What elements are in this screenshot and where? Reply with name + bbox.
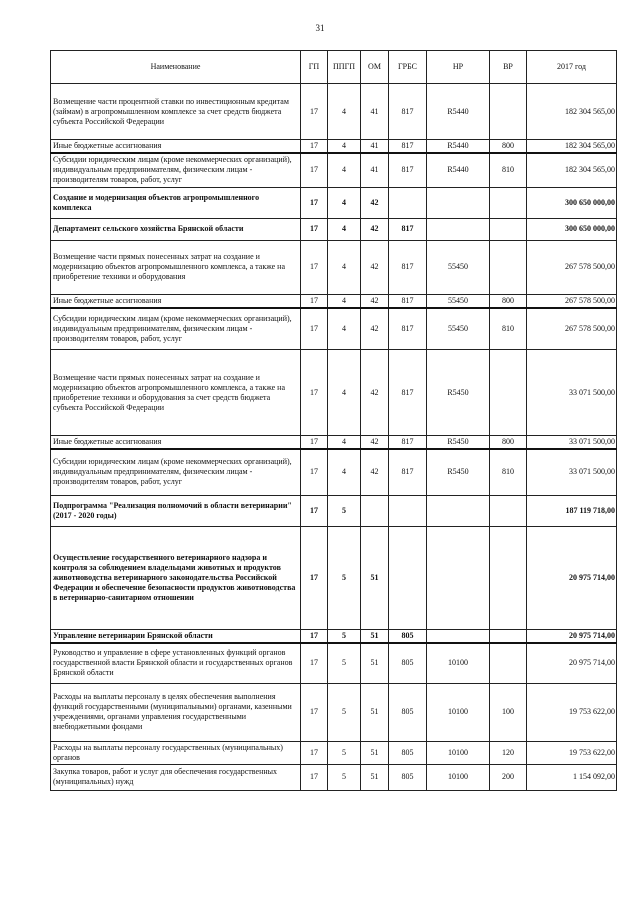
cell-vr: 800 (490, 436, 527, 450)
table-row (51, 741, 617, 764)
cell-amount: 1 154 092,00 (527, 764, 617, 790)
cell-amount: 300 650 000,00 (527, 187, 617, 218)
cell-name: Субсидии юридическим лицам (кроме некоммерческих организаций), индивидуальным предпринимателям, физическим лицам - производителям товаров, работ, услуг (51, 308, 301, 350)
cell-amount: 19 753 622,00 (527, 741, 617, 764)
cell-grbs: 805 (389, 764, 427, 790)
cell-vr (490, 240, 527, 294)
table-row (51, 140, 617, 154)
cell-om: 51 (361, 526, 389, 629)
table-row (51, 187, 617, 218)
cell-ppgp: 4 (328, 294, 361, 308)
cell-grbs (389, 187, 427, 218)
cell-gp: 17 (301, 526, 328, 629)
cell-nr (427, 629, 490, 643)
cell-amount: 267 578 500,00 (527, 240, 617, 294)
cell-ppgp: 4 (328, 436, 361, 450)
cell-nr: 55450 (427, 308, 490, 350)
cell-grbs: 805 (389, 643, 427, 683)
cell-nr: R5450 (427, 350, 490, 436)
cell-om: 42 (361, 350, 389, 436)
table-row (51, 764, 617, 790)
header-year: 2017 год (527, 51, 617, 84)
cell-name: Подпрограмма "Реализация полномочий в области ветеринарии" (2017 - 2020 годы) (51, 495, 301, 526)
table-row (51, 495, 617, 526)
cell-om: 41 (361, 140, 389, 154)
cell-name: Расходы на выплаты персоналу государственных (муниципальных) органов (51, 741, 301, 764)
cell-nr: R5450 (427, 436, 490, 450)
cell-name: Иные бюджетные ассигнования (51, 436, 301, 450)
cell-name: Создание и модернизация объектов агропромышленного комплекса (51, 187, 301, 218)
cell-gp: 17 (301, 643, 328, 683)
cell-gp: 17 (301, 683, 328, 741)
page-number: 31 (315, 23, 325, 33)
cell-amount: 33 071 500,00 (527, 449, 617, 495)
cell-om: 51 (361, 643, 389, 683)
table-row (51, 526, 617, 629)
cell-nr (427, 187, 490, 218)
cell-vr (490, 629, 527, 643)
cell-nr (427, 526, 490, 629)
cell-gp: 17 (301, 741, 328, 764)
table-row (51, 350, 617, 436)
cell-om (361, 495, 389, 526)
table-row (51, 308, 617, 350)
table-row (51, 153, 617, 187)
cell-om: 51 (361, 683, 389, 741)
cell-nr: R5440 (427, 153, 490, 187)
cell-ppgp: 5 (328, 629, 361, 643)
cell-gp: 17 (301, 187, 328, 218)
cell-amount: 33 071 500,00 (527, 350, 617, 436)
cell-ppgp: 5 (328, 683, 361, 741)
cell-grbs: 817 (389, 84, 427, 140)
cell-grbs: 817 (389, 153, 427, 187)
cell-gp: 17 (301, 153, 328, 187)
header-vr: ВР (490, 51, 527, 84)
cell-grbs: 817 (389, 350, 427, 436)
cell-grbs: 817 (389, 140, 427, 154)
cell-gp: 17 (301, 308, 328, 350)
cell-grbs: 817 (389, 436, 427, 450)
cell-name: Расходы на выплаты персоналу в целях обеспечения выполнения функций государственными (муниципальными) органами, казенными учреждениями, органами управления государственными внебюджетными фондами (51, 683, 301, 741)
table-row (51, 629, 617, 643)
cell-gp: 17 (301, 764, 328, 790)
cell-amount: 20 975 714,00 (527, 629, 617, 643)
header-om: ОМ (361, 51, 389, 84)
header-nr: НР (427, 51, 490, 84)
cell-name: Иные бюджетные ассигнования (51, 294, 301, 308)
table-body (51, 84, 617, 791)
cell-gp: 17 (301, 294, 328, 308)
cell-vr (490, 643, 527, 683)
cell-name: Возмещение части процентной ставки по инвестиционным кредитам (займам) в агропромышленном комплексе за счет средств бюджета субъекта Российской Федерации (51, 84, 301, 140)
cell-amount: 20 975 714,00 (527, 526, 617, 629)
cell-gp: 17 (301, 140, 328, 154)
cell-ppgp: 5 (328, 526, 361, 629)
cell-amount: 182 304 565,00 (527, 140, 617, 154)
cell-om: 42 (361, 218, 389, 240)
table-row (51, 294, 617, 308)
cell-om: 51 (361, 764, 389, 790)
table-row (51, 436, 617, 450)
cell-amount: 187 119 718,00 (527, 495, 617, 526)
cell-nr: R5440 (427, 84, 490, 140)
cell-vr (490, 526, 527, 629)
cell-name: Закупка товаров, работ и услуг для обеспечения государственных (муниципальных) нужд (51, 764, 301, 790)
cell-om: 42 (361, 294, 389, 308)
cell-vr (490, 187, 527, 218)
cell-amount: 182 304 565,00 (527, 153, 617, 187)
cell-vr: 810 (490, 153, 527, 187)
cell-om: 51 (361, 629, 389, 643)
cell-ppgp: 5 (328, 495, 361, 526)
cell-vr: 800 (490, 140, 527, 154)
cell-vr: 800 (490, 294, 527, 308)
cell-name: Иные бюджетные ассигнования (51, 140, 301, 154)
header-grbs: ГРБС (389, 51, 427, 84)
cell-ppgp: 4 (328, 187, 361, 218)
cell-grbs (389, 526, 427, 629)
cell-om: 41 (361, 153, 389, 187)
budget-table (50, 50, 617, 791)
cell-amount: 267 578 500,00 (527, 308, 617, 350)
table-row (51, 84, 617, 140)
cell-gp: 17 (301, 240, 328, 294)
cell-gp: 17 (301, 449, 328, 495)
cell-ppgp: 4 (328, 153, 361, 187)
cell-vr: 810 (490, 308, 527, 350)
cell-name: Департамент сельского хозяйства Брянской области (51, 218, 301, 240)
cell-grbs: 805 (389, 741, 427, 764)
cell-grbs (389, 495, 427, 526)
cell-gp: 17 (301, 629, 328, 643)
table-row (51, 449, 617, 495)
cell-ppgp: 5 (328, 643, 361, 683)
cell-ppgp: 5 (328, 741, 361, 764)
header-gp: ГП (301, 51, 328, 84)
cell-ppgp: 4 (328, 240, 361, 294)
cell-nr: 55450 (427, 294, 490, 308)
cell-nr: 10100 (427, 764, 490, 790)
cell-amount: 182 304 565,00 (527, 84, 617, 140)
cell-om: 42 (361, 436, 389, 450)
cell-om: 42 (361, 449, 389, 495)
cell-ppgp: 4 (328, 308, 361, 350)
cell-ppgp: 4 (328, 350, 361, 436)
table-row (51, 240, 617, 294)
cell-ppgp: 4 (328, 140, 361, 154)
cell-grbs: 805 (389, 683, 427, 741)
cell-om: 42 (361, 308, 389, 350)
cell-vr: 200 (490, 764, 527, 790)
cell-gp: 17 (301, 350, 328, 436)
cell-om: 51 (361, 741, 389, 764)
table-row (51, 643, 617, 683)
cell-name: Руководство и управление в сфере установленных функций органов государственной власти Брянской области и государственных органов Брянской области (51, 643, 301, 683)
cell-grbs: 817 (389, 308, 427, 350)
cell-nr: 10100 (427, 683, 490, 741)
cell-nr: R5450 (427, 449, 490, 495)
cell-gp: 17 (301, 495, 328, 526)
table-row (51, 218, 617, 240)
cell-amount: 300 650 000,00 (527, 218, 617, 240)
header-ppgp: ППГП (328, 51, 361, 84)
cell-name: Возмещение части прямых понесенных затрат на создание и модернизацию объектов агропромышленного комплекса, а также на приобретение техники и оборудования (51, 240, 301, 294)
cell-nr: R5440 (427, 140, 490, 154)
cell-grbs: 817 (389, 449, 427, 495)
cell-vr (490, 350, 527, 436)
cell-vr (490, 218, 527, 240)
cell-nr (427, 495, 490, 526)
cell-vr: 100 (490, 683, 527, 741)
cell-gp: 17 (301, 218, 328, 240)
cell-name: Осуществление государственного ветеринарного надзора и контроля за соблюдением владельцами животных и продуктов животноводства ветеринарного законодательства Российской Федерации и обеспечение безопасности продуктов животноводства в ветеринарно-санитарном отношении (51, 526, 301, 629)
cell-grbs: 817 (389, 218, 427, 240)
cell-gp: 17 (301, 84, 328, 140)
cell-grbs: 817 (389, 240, 427, 294)
cell-nr (427, 218, 490, 240)
cell-name: Субсидии юридическим лицам (кроме некоммерческих организаций), индивидуальным предпринимателям, физическим лицам - производителям товаров, работ, услуг (51, 449, 301, 495)
cell-om: 42 (361, 240, 389, 294)
cell-ppgp: 5 (328, 764, 361, 790)
cell-grbs: 817 (389, 294, 427, 308)
cell-amount: 267 578 500,00 (527, 294, 617, 308)
cell-vr (490, 495, 527, 526)
table-row (51, 683, 617, 741)
cell-nr: 55450 (427, 240, 490, 294)
table-header-row (51, 51, 617, 84)
cell-name: Возмещение части прямых понесенных затрат на создание и модернизацию объектов агропромышленного комплекса, а также на приобретение техники и оборудования за счет средств бюджета субъекта Российской Федерации (51, 350, 301, 436)
cell-name: Субсидии юридическим лицам (кроме некоммерческих организаций), индивидуальным предпринимателям, физическим лицам - производителям товаров, работ, услуг (51, 153, 301, 187)
cell-nr: 10100 (427, 741, 490, 764)
cell-vr: 810 (490, 449, 527, 495)
cell-vr: 120 (490, 741, 527, 764)
cell-amount: 20 975 714,00 (527, 643, 617, 683)
cell-nr: 10100 (427, 643, 490, 683)
cell-ppgp: 4 (328, 449, 361, 495)
cell-ppgp: 4 (328, 218, 361, 240)
cell-om: 42 (361, 187, 389, 218)
cell-amount: 19 753 622,00 (527, 683, 617, 741)
cell-grbs: 805 (389, 629, 427, 643)
cell-gp: 17 (301, 436, 328, 450)
cell-vr (490, 84, 527, 140)
cell-name: Управление ветеринарии Брянской области (51, 629, 301, 643)
cell-ppgp: 4 (328, 84, 361, 140)
cell-amount: 33 071 500,00 (527, 436, 617, 450)
cell-om: 41 (361, 84, 389, 140)
header-name: Наименование (51, 51, 301, 84)
